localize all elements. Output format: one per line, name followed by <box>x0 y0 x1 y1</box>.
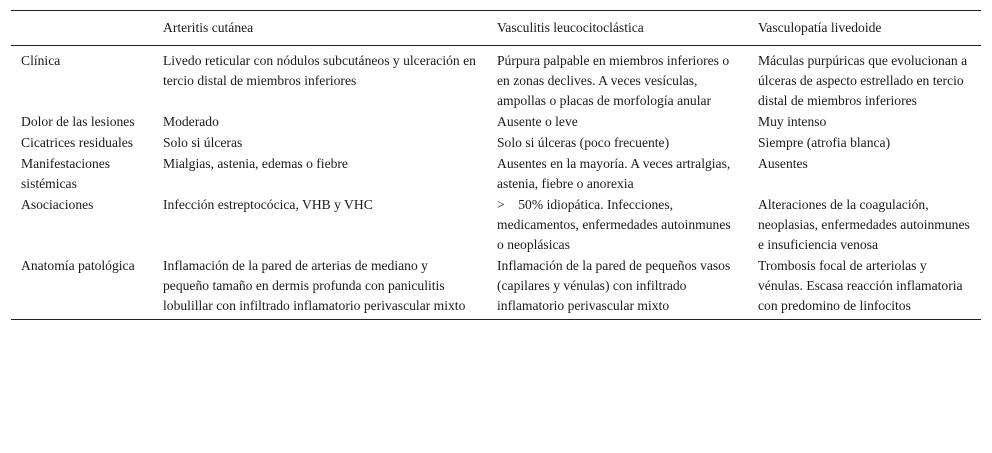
table-cell: Alteraciones de la coagulación, neoplasias, enfermedades autoinmunes e insuficiencia venosa <box>758 197 970 252</box>
table-cell: Muy intenso <box>758 114 827 129</box>
table-cell: Máculas purpúricas que evolucionan a úlceras de aspecto estrellado en tercio distal de miembros inferiores <box>758 53 968 108</box>
table-cell: Infección estreptocócica, VHB y VHC <box>163 197 373 212</box>
table-row <box>11 153 981 194</box>
comparison-table <box>11 10 981 320</box>
header-cell-empty <box>11 11 153 46</box>
table-row <box>11 132 981 153</box>
comparison-table-container <box>11 10 981 320</box>
table-row <box>11 194 981 255</box>
row-label: Clínica <box>21 53 61 68</box>
table-row <box>11 255 981 320</box>
table-cell: Trombosis focal de arteriolas y vénulas. Escasa reacción inflamatoria con predomino de linfocitos <box>758 258 963 313</box>
table-cell: Ausentes en la mayoría. A veces artralgias, astenia, fiebre o anorexia <box>497 156 731 191</box>
table-cell: Livedo reticular con nódulos subcutáneos y ulceración en tercio distal de miembros inferiores <box>163 53 476 88</box>
row-label: Dolor de las lesiones <box>21 114 135 129</box>
table-cell: Inflamación de la pared de arterias de mediano y pequeño tamaño en dermis profunda con paniculitis lobulillar con infiltrado inflamatorio perivascular mixto <box>163 258 466 313</box>
table-cell: Ausentes <box>758 156 808 171</box>
table-cell: > 50% idiopática. Infecciones, medicamentos, enfermedades autoinmunes o neoplásicas <box>497 197 731 252</box>
table-cell: Ausente o leve <box>497 114 578 129</box>
table-cell: Mialgias, astenia, edemas o fiebre <box>163 156 348 171</box>
table-cell: Solo si úlceras (poco frecuente) <box>497 135 670 150</box>
table-cell: Siempre (atrofia blanca) <box>758 135 891 150</box>
row-label: Anatomía patológica <box>21 258 135 273</box>
table-cell: Moderado <box>163 114 219 129</box>
row-label: Manifestaciones sistémicas <box>21 156 111 191</box>
row-label: Cicatrices residuales <box>21 135 134 150</box>
header-vasculitis-leucocitoclastica: Vasculitis leucocitoclástica <box>497 20 644 35</box>
table-row <box>11 46 981 112</box>
header-row <box>11 11 981 46</box>
table-row <box>11 111 981 132</box>
table-cell: Púrpura palpable en miembros inferiores o en zonas declives. A veces vesículas, ampollas o placas de morfología anular <box>497 53 730 108</box>
table-cell: Solo si úlceras <box>163 135 243 150</box>
header-vasculopatia-livedoide: Vasculopatía livedoide <box>758 20 882 35</box>
row-label: Asociaciones <box>21 197 94 212</box>
header-arteritis-cutanea: Arteritis cutánea <box>163 20 254 35</box>
table-cell: Inflamación de la pared de pequeños vasos (capilares y vénulas) con infiltrado inflamatorio perivascular mixto <box>497 258 731 313</box>
